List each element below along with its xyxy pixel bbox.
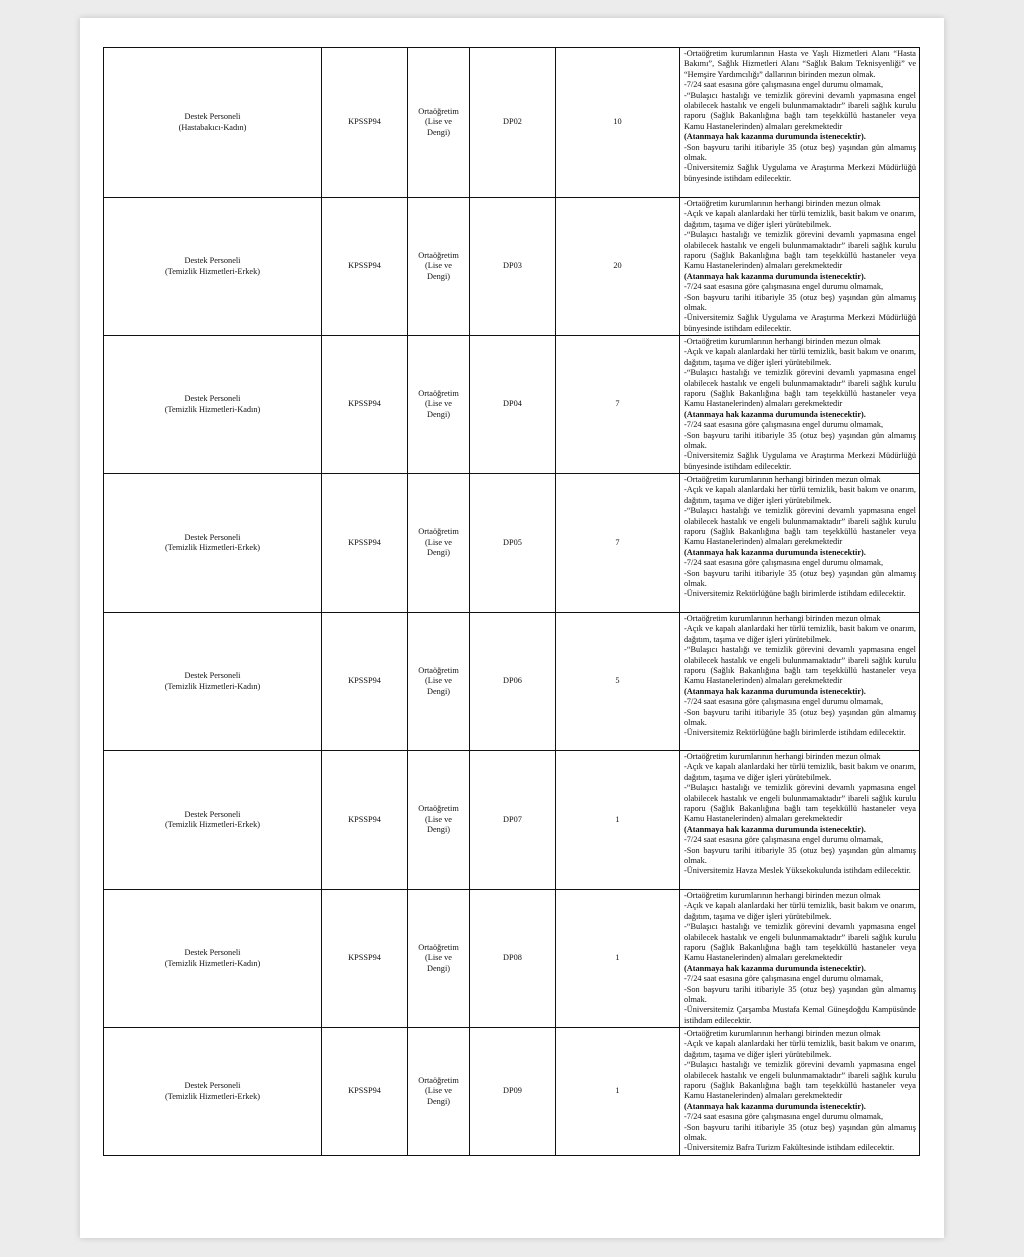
requirement-line: -Üniversitemiz Çarşamba Mustafa Kemal Güneşdoğdu Kampüsünde istihdam edilecektir.	[684, 1005, 916, 1025]
requirement-line: -Son başvuru tarihi itibariyle 35 (otuz beş) yaşından gün almamış olmak.	[684, 984, 916, 1005]
requirement-line: -Üniversitemiz Rektörlüğüne bağlı birimlerde istihdam edilecektir.	[684, 589, 906, 599]
position-title-line: (Temizlik Hizmetleri-Erkek)	[164, 266, 261, 276]
position-count: 1	[615, 953, 620, 963]
position-code-cell	[470, 336, 556, 474]
position-code-cell	[470, 474, 556, 613]
position-count-cell	[556, 613, 680, 751]
position-code: DP04	[503, 399, 522, 409]
education-cell	[408, 751, 470, 890]
education-line: Ortaöğretim	[418, 804, 459, 814]
position-title-cell	[104, 613, 322, 751]
education-line: (Lise ve	[425, 953, 452, 963]
education-cell	[408, 1028, 470, 1156]
requirement-line: -“Bulaşıcı hastalığı ve temizlik görevini devamlı yapmasına engel olabilecek hastalık ve engeli bulunmamaktadır” ibareli sağlık kurulu raporu (Sağlık Bakanlığına bağlı tam teşekküllü hastaneler veya Kamu Hastanelerinden) almaları gerekmektedir	[684, 368, 916, 409]
education-line: (Lise ve	[425, 814, 452, 824]
position-title-line: Destek Personeli	[184, 671, 241, 681]
requirement-line: -“Bulaşıcı hastalığı ve temizlik görevini devamlı yapmasına engel olabilecek hastalık ve engeli bulunmamaktadır” ibareli sağlık kurulu raporu (Sağlık Bakanlığına bağlı tam teşekküllü hastaneler veya Kamu Hastanelerinden) almaları gerekmektedir	[684, 922, 916, 963]
position-title-line: Destek Personeli	[184, 1081, 241, 1091]
position-title-cell	[104, 474, 322, 613]
requirements-cell	[680, 474, 920, 613]
requirements-cell	[680, 613, 920, 751]
position-title-line: (Temizlik Hizmetleri-Erkek)	[164, 543, 261, 552]
exam-type-cell	[322, 890, 408, 1028]
requirement-line: -Son başvuru tarihi itibariyle 35 (otuz beş) yaşından gün almamış olmak.	[684, 1122, 916, 1143]
requirement-line: -Üniversitemiz Sağlık Uygulama ve Araştırma Merkezi Müdürlüğü bünyesinde istihdam edilecektir.	[684, 163, 916, 183]
requirement-line: -Üniversitemiz Bafra Turizm Fakültesinde istihdam edilecektir.	[684, 1143, 895, 1153]
position-title-line: (Temizlik Hizmetleri-Kadın)	[164, 404, 261, 414]
education-line: Ortaöğretim	[418, 388, 459, 398]
requirement-line: -Son başvuru tarihi itibariyle 35 (otuz beş) yaşından gün almamış olmak.	[684, 292, 916, 313]
requirement-line: -“Bulaşıcı hastalığı ve temizlik görevini devamlı yapmasına engel olabilecek hastalık ve engeli bulunmamaktadır” ibareli sağlık kurulu raporu (Sağlık Bakanlığına bağlı tam teşekküllü hastaneler veya Kamu Hastanelerinden) almaları gerekmektedir	[684, 1060, 916, 1101]
education-line: (Lise ve	[425, 117, 452, 127]
position-title-cell	[104, 336, 322, 474]
requirement-line: -Açık ve kapalı alanlardaki her türlü temizlik, basit bakım ve onarım, dağıtım, taşıma ve diğer işleri yürütebilmek.	[684, 485, 916, 505]
requirement-line: -7/24 saat esasına göre çalışmasına engel durumu olmamak,	[684, 558, 884, 568]
requirement-line: -Üniversitemiz Havza Meslek Yüksekokulunda istihdam edilecektir.	[684, 866, 911, 876]
education-cell	[408, 198, 470, 336]
position-code: DP07	[503, 814, 522, 824]
table-row	[104, 890, 920, 1028]
position-code: DP02	[503, 117, 522, 127]
positions-table-body	[104, 48, 920, 1156]
exam-type-cell	[322, 48, 408, 198]
education-line: Dengi)	[426, 963, 451, 973]
requirement-line: -Son başvuru tarihi itibariyle 35 (otuz beş) yaşından gün almamış olmak.	[684, 142, 916, 163]
requirement-line: -Üniversitemiz Rektörlüğüne bağlı birimlerde istihdam edilecektir.	[684, 728, 906, 738]
requirement-line: (Atanmaya hak kazanma durumunda istenecektir).	[684, 824, 866, 834]
requirements-cell	[680, 890, 920, 1028]
position-title-line: Destek Personeli	[184, 532, 241, 542]
education-line: Ortaöğretim	[418, 665, 459, 675]
exam-type: KPSSP94	[348, 814, 381, 824]
exam-type: KPSSP94	[348, 676, 381, 686]
requirement-line: -Açık ve kapalı alanlardaki her türlü temizlik, basit bakım ve onarım, dağıtım, taşıma ve diğer işleri yürütebilmek.	[684, 209, 916, 229]
table-row	[104, 474, 920, 613]
education-cell	[408, 613, 470, 751]
position-title-cell	[104, 48, 322, 198]
requirement-line: -Ortaöğretim kurumlarının herhangi birinden mezun olmak	[684, 475, 881, 484]
requirement-line: -Son başvuru tarihi itibariyle 35 (otuz beş) yaşından gün almamış olmak.	[684, 568, 916, 589]
table-row	[104, 198, 920, 336]
requirement-line: -Son başvuru tarihi itibariyle 35 (otuz beş) yaşından gün almamış olmak.	[684, 430, 916, 451]
requirement-line: -7/24 saat esasına göre çalışmasına engel durumu olmamak,	[684, 282, 884, 292]
position-code-cell	[470, 751, 556, 890]
requirements-cell	[680, 1028, 920, 1156]
exam-type-cell	[322, 1028, 408, 1156]
education-cell	[408, 474, 470, 613]
position-code: DP08	[503, 953, 522, 963]
education-line: (Lise ve	[425, 1086, 452, 1096]
requirement-line: (Atanmaya hak kazanma durumunda istenecektir).	[684, 686, 866, 696]
requirement-line: -Üniversitemiz Sağlık Uygulama ve Araştırma Merkezi Müdürlüğü bünyesinde istihdam edilecektir.	[684, 451, 916, 471]
education-line: Dengi)	[426, 548, 451, 558]
requirement-line: -Ortaöğretim kurumlarının herhangi birinden mezun olmak	[684, 1029, 881, 1038]
table-row	[104, 1028, 920, 1156]
position-code-cell	[470, 890, 556, 1028]
requirement-line: -“Bulaşıcı hastalığı ve temizlik görevini devamlı yapmasına engel olabilecek hastalık ve engeli bulunmamaktadır” ibareli sağlık kurulu raporu (Sağlık Bakanlığına bağlı tam teşekküllü hastaneler veya Kamu Hastanelerinden) almaları gerekmektedir	[684, 645, 916, 686]
positions-table	[103, 47, 920, 1156]
education-line: (Lise ve	[425, 537, 452, 547]
position-count-cell	[556, 474, 680, 613]
requirement-line: -Açık ve kapalı alanlardaki her türlü temizlik, basit bakım ve onarım, dağıtım, taşıma ve diğer işleri yürütebilmek.	[684, 347, 916, 367]
requirement-line: -7/24 saat esasına göre çalışmasına engel durumu olmamak,	[684, 80, 884, 90]
requirement-line: (Atanmaya hak kazanma durumunda istenecektir).	[684, 963, 866, 973]
education-line: Dengi)	[426, 271, 451, 281]
position-count: 1	[615, 814, 620, 824]
table-row	[104, 751, 920, 890]
position-title-line: (Temizlik Hizmetleri-Erkek)	[164, 1091, 261, 1101]
requirement-line: -“Bulaşıcı hastalığı ve temizlik görevini devamlı yapmasına engel olabilecek hastalık ve engeli bulunmamaktadır” ibareli sağlık kurulu raporu (Sağlık Bakanlığına bağlı tam teşekküllü hastaneler veya Kamu Hastanelerinden) almaları gerekmektedir	[684, 506, 916, 547]
position-count-cell	[556, 890, 680, 1028]
education-line: Ortaöğretim	[418, 250, 459, 260]
education-line: Ortaöğretim	[418, 106, 459, 116]
position-code: DP03	[503, 261, 522, 271]
requirement-line: -Açık ve kapalı alanlardaki her türlü temizlik, basit bakım ve onarım, dağıtım, taşıma ve diğer işleri yürütebilmek.	[684, 624, 916, 644]
position-title-line: (Temizlik Hizmetleri-Erkek)	[164, 820, 261, 829]
education-line: Ortaöğretim	[418, 1075, 459, 1085]
requirements-cell	[680, 198, 920, 336]
position-code-cell	[470, 613, 556, 751]
requirement-line: -7/24 saat esasına göre çalışmasına engel durumu olmamak,	[684, 420, 884, 430]
exam-type-cell	[322, 474, 408, 613]
position-count-cell	[556, 336, 680, 474]
position-title-line: Destek Personeli	[184, 948, 241, 958]
requirement-line: -Son başvuru tarihi itibariyle 35 (otuz beş) yaşından gün almamış olmak.	[684, 707, 916, 728]
requirement-line: -“Bulaşıcı hastalığı ve temizlik görevini devamlı yapmasına engel olabilecek hastalık ve engeli bulunmamaktadır” ibareli sağlık kurulu raporu (Sağlık Bakanlığına bağlı tam teşekküllü hastaneler veya Kamu Hastanelerinden) almaları gerekmektedir	[684, 230, 916, 271]
position-count: 10	[613, 117, 622, 127]
position-count: 5	[615, 676, 620, 686]
education-cell	[408, 336, 470, 474]
requirement-line: -“Bulaşıcı hastalığı ve temizlik görevini devamlı yapmasına engel olabilecek hastalık ve engeli bulunmamaktadır” ibareli sağlık kurulu raporu (Sağlık Bakanlığına bağlı tam teşekküllü hastaneler veya Kamu Hastanelerinden) almaları gerekmektedir	[684, 783, 916, 824]
table-row	[104, 336, 920, 474]
position-title-cell	[104, 751, 322, 890]
education-line: Ortaöğretim	[418, 942, 459, 952]
position-code: DP06	[503, 676, 522, 686]
requirement-line: -Üniversitemiz Sağlık Uygulama ve Araştırma Merkezi Müdürlüğü bünyesinde istihdam edilecektir.	[684, 313, 916, 333]
position-count-cell	[556, 48, 680, 198]
document-page	[80, 18, 944, 1238]
requirement-line: -Ortaöğretim kurumlarının herhangi birinden mezun olmak	[684, 891, 881, 900]
position-title-cell	[104, 198, 322, 336]
requirement-line: (Atanmaya hak kazanma durumunda istenecektir).	[684, 1101, 866, 1111]
position-code: DP05	[503, 537, 522, 547]
position-title-line: Destek Personeli	[184, 112, 241, 122]
requirement-line: (Atanmaya hak kazanma durumunda istenecektir).	[684, 547, 866, 557]
education-line: Dengi)	[426, 686, 451, 696]
requirement-line: -“Bulaşıcı hastalığı ve temizlik görevini devamlı yapmasına engel olabilecek hastalık ve engeli bulunmamaktadır” ibareli sağlık kurulu raporu (Sağlık Bakanlığına bağlı tam teşekküllü hastaneler veya Kamu Hastanelerinden) almaları gerekmektedir	[684, 90, 916, 131]
position-title-cell	[104, 1028, 322, 1156]
table-row	[104, 48, 920, 198]
position-count-cell	[556, 751, 680, 890]
requirements-cell	[680, 336, 920, 474]
position-count: 20	[613, 261, 622, 271]
position-title-cell	[104, 890, 322, 1028]
position-code-cell	[470, 198, 556, 336]
education-cell	[408, 890, 470, 1028]
requirement-line: -Ortaöğretim kurumlarının Hasta ve Yaşlı Hizmetleri Alanı “Hasta Bakımı”, Sağlık Hizmetleri Alanı “Sağlık Bakım Teknisyenliği” ve “Hemşire Yardımcılığı” dallarının birinden mezun olmak.	[684, 49, 916, 79]
exam-type: KPSSP94	[348, 117, 381, 127]
requirement-line: -Ortaöğretim kurumlarının herhangi birinden mezun olmak	[684, 752, 881, 761]
education-line: Dengi)	[426, 825, 451, 835]
exam-type: KPSSP94	[348, 1086, 381, 1096]
requirement-line: -7/24 saat esasına göre çalışmasına engel durumu olmamak,	[684, 697, 884, 707]
position-code-cell	[470, 1028, 556, 1156]
position-title-line: Destek Personeli	[184, 394, 241, 404]
requirement-line: -Ortaöğretim kurumlarının herhangi birinden mezun olmak	[684, 199, 881, 208]
position-title-line: (Temizlik Hizmetleri-Kadın)	[164, 681, 261, 691]
exam-type-cell	[322, 751, 408, 890]
exam-type: KPSSP94	[348, 399, 381, 409]
exam-type-cell	[322, 198, 408, 336]
table-row	[104, 613, 920, 751]
exam-type-cell	[322, 336, 408, 474]
requirement-line: (Atanmaya hak kazanma durumunda istenecektir).	[684, 271, 866, 281]
requirement-line: -7/24 saat esasına göre çalışmasına engel durumu olmamak,	[684, 1112, 884, 1122]
requirement-line: -Son başvuru tarihi itibariyle 35 (otuz beş) yaşından gün almamış olmak.	[684, 845, 916, 866]
requirement-line: (Atanmaya hak kazanma durumunda istenecektir).	[684, 409, 866, 419]
position-count: 7	[615, 399, 620, 409]
requirement-line: -7/24 saat esasına göre çalışmasına engel durumu olmamak,	[684, 835, 884, 845]
requirement-line: -7/24 saat esasına göre çalışmasına engel durumu olmamak,	[684, 974, 884, 984]
education-cell	[408, 48, 470, 198]
requirements-cell	[680, 48, 920, 198]
position-count-cell	[556, 198, 680, 336]
requirement-line: -Ortaöğretim kurumlarının herhangi birinden mezun olmak	[684, 614, 881, 623]
exam-type-cell	[322, 613, 408, 751]
requirements-cell	[680, 751, 920, 890]
position-count-cell	[556, 1028, 680, 1156]
education-line: (Lise ve	[425, 399, 452, 409]
position-title-line: Destek Personeli	[184, 256, 241, 266]
position-code: DP09	[503, 1086, 522, 1096]
education-line: Dengi)	[426, 409, 451, 419]
position-title-line: (Hastabakıcı-Kadın)	[178, 122, 247, 132]
education-line: Ortaöğretim	[418, 527, 459, 537]
position-title-line: (Temizlik Hizmetleri-Kadın)	[164, 958, 261, 968]
requirement-line: -Açık ve kapalı alanlardaki her türlü temizlik, basit bakım ve onarım, dağıtım, taşıma ve diğer işleri yürütebilmek.	[684, 1039, 916, 1059]
requirement-line: -Ortaöğretim kurumlarının herhangi birinden mezun olmak	[684, 337, 881, 346]
exam-type: KPSSP94	[348, 537, 381, 547]
education-line: Dengi)	[426, 127, 451, 137]
education-line: (Lise ve	[425, 676, 452, 686]
position-title-line: Destek Personeli	[184, 809, 241, 819]
education-line: Dengi)	[426, 1096, 451, 1106]
position-code-cell	[470, 48, 556, 198]
requirement-line: -Açık ve kapalı alanlardaki her türlü temizlik, basit bakım ve onarım, dağıtım, taşıma ve diğer işleri yürütebilmek.	[684, 762, 916, 782]
exam-type: KPSSP94	[348, 261, 381, 271]
education-line: (Lise ve	[425, 261, 452, 271]
exam-type: KPSSP94	[348, 953, 381, 963]
position-count: 1	[615, 1086, 620, 1096]
requirement-line: -Açık ve kapalı alanlardaki her türlü temizlik, basit bakım ve onarım, dağıtım, taşıma ve diğer işleri yürütebilmek.	[684, 901, 916, 921]
position-count: 7	[615, 537, 620, 547]
requirement-line: (Atanmaya hak kazanma durumunda istenecektir).	[684, 132, 866, 142]
